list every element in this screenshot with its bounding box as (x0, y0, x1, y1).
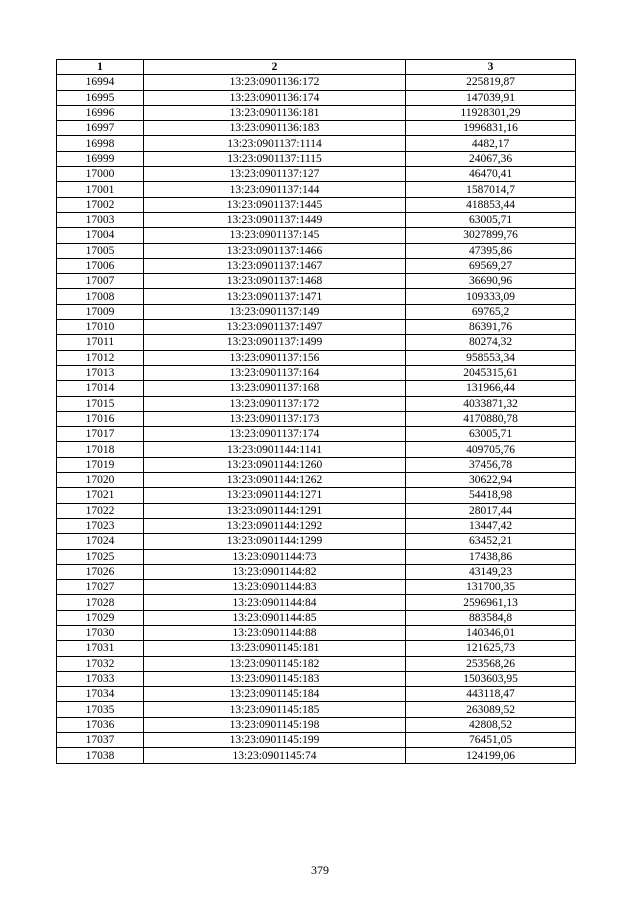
row-number-cell: 17012 (57, 350, 144, 365)
cadastral-number-cell: 13:23:0901137:1449 (144, 212, 406, 227)
cadastral-number-cell: 13:23:0901145:181 (144, 641, 406, 656)
cadastral-value-table (56, 59, 576, 764)
row-number-cell: 16994 (57, 75, 144, 90)
row-number-cell: 17014 (57, 381, 144, 396)
row-number-cell: 17026 (57, 564, 144, 579)
cadastral-value-cell: 4170880,78 (406, 411, 576, 426)
cadastral-number-cell: 13:23:0901137:1497 (144, 320, 406, 335)
row-number-cell: 17024 (57, 534, 144, 549)
row-number-cell: 17016 (57, 411, 144, 426)
table-row (57, 549, 576, 564)
cadastral-value-cell: 958553,34 (406, 350, 576, 365)
cadastral-value-cell: 1503603,95 (406, 671, 576, 686)
row-number-cell: 17005 (57, 243, 144, 258)
cadastral-number-cell: 13:23:0901144:88 (144, 625, 406, 640)
row-number-cell: 17027 (57, 580, 144, 595)
row-number-cell: 17011 (57, 335, 144, 350)
table-row (57, 320, 576, 335)
cadastral-value-cell: 2596961,13 (406, 595, 576, 610)
cadastral-number-cell: 13:23:0901137:1499 (144, 335, 406, 350)
cadastral-number-cell: 13:23:0901144:1291 (144, 503, 406, 518)
cadastral-value-cell: 36690,96 (406, 274, 576, 289)
table-row (57, 258, 576, 273)
table-row (57, 381, 576, 396)
table-row (57, 687, 576, 702)
cadastral-number-cell: 13:23:0901145:185 (144, 702, 406, 717)
cadastral-number-cell: 13:23:0901144:1262 (144, 473, 406, 488)
table-row (57, 488, 576, 503)
row-number-cell: 17010 (57, 320, 144, 335)
table-row (57, 733, 576, 748)
table-row (57, 105, 576, 120)
cadastral-number-cell: 13:23:0901144:1260 (144, 457, 406, 472)
table-row (57, 136, 576, 151)
table-row (57, 625, 576, 640)
cadastral-value-cell: 1996831,16 (406, 121, 576, 136)
cadastral-number-cell: 13:23:0901137:1471 (144, 289, 406, 304)
row-number-cell: 17022 (57, 503, 144, 518)
table-row (57, 564, 576, 579)
row-number-cell: 17019 (57, 457, 144, 472)
cadastral-number-cell: 13:23:0901145:182 (144, 656, 406, 671)
cadastral-value-cell: 63005,71 (406, 212, 576, 227)
row-number-cell: 17003 (57, 212, 144, 227)
cadastral-number-cell: 13:23:0901137:127 (144, 167, 406, 182)
cadastral-value-cell: 47395,86 (406, 243, 576, 258)
cadastral-value-cell: 69765,2 (406, 304, 576, 319)
cadastral-number-cell: 13:23:0901145:199 (144, 733, 406, 748)
cadastral-number-cell: 13:23:0901137:156 (144, 350, 406, 365)
cadastral-value-cell: 42808,52 (406, 717, 576, 732)
row-number-cell: 17007 (57, 274, 144, 289)
cadastral-value-cell: 4482,17 (406, 136, 576, 151)
table-row (57, 503, 576, 518)
cadastral-number-cell: 13:23:0901137:164 (144, 365, 406, 380)
row-number-cell: 17013 (57, 365, 144, 380)
cadastral-number-cell: 13:23:0901144:85 (144, 610, 406, 625)
cadastral-value-cell: 86391,76 (406, 320, 576, 335)
row-number-cell: 16997 (57, 121, 144, 136)
row-number-cell: 16998 (57, 136, 144, 151)
cadastral-number-cell: 13:23:0901136:183 (144, 121, 406, 136)
table-row (57, 411, 576, 426)
cadastral-value-cell: 63005,71 (406, 427, 576, 442)
table-row (57, 335, 576, 350)
row-number-cell: 17009 (57, 304, 144, 319)
row-number-cell: 17002 (57, 197, 144, 212)
row-number-cell: 17015 (57, 396, 144, 411)
cadastral-number-cell: 13:23:0901145:183 (144, 671, 406, 686)
row-number-cell: 17008 (57, 289, 144, 304)
cadastral-number-cell: 13:23:0901137:1467 (144, 258, 406, 273)
cadastral-value-cell: 883584,8 (406, 610, 576, 625)
row-number-cell: 17028 (57, 595, 144, 610)
cadastral-number-cell: 13:23:0901144:1141 (144, 442, 406, 457)
table-row (57, 518, 576, 533)
row-number-cell: 17029 (57, 610, 144, 625)
table-row (57, 442, 576, 457)
row-number-cell: 17001 (57, 182, 144, 197)
cadastral-number-cell: 13:23:0901136:174 (144, 90, 406, 105)
cadastral-value-cell: 37456,78 (406, 457, 576, 472)
table-row (57, 671, 576, 686)
cadastral-value-cell: 4033871,32 (406, 396, 576, 411)
cadastral-value-cell: 3027899,76 (406, 228, 576, 243)
cadastral-value-cell: 263089,52 (406, 702, 576, 717)
cadastral-value-cell: 54418,98 (406, 488, 576, 503)
table-row (57, 151, 576, 166)
cadastral-number-cell: 13:23:0901137:1114 (144, 136, 406, 151)
table-row (57, 228, 576, 243)
table-header-row (57, 60, 576, 75)
cadastral-number-cell: 13:23:0901144:1292 (144, 518, 406, 533)
cadastral-number-cell: 13:23:0901144:82 (144, 564, 406, 579)
cadastral-number-cell: 13:23:0901137:172 (144, 396, 406, 411)
cadastral-value-cell: 409705,76 (406, 442, 576, 457)
row-number-cell: 17038 (57, 748, 144, 763)
cadastral-number-cell: 13:23:0901137:174 (144, 427, 406, 442)
cadastral-number-cell: 13:23:0901137:1468 (144, 274, 406, 289)
row-number-cell: 17036 (57, 717, 144, 732)
table-row (57, 274, 576, 289)
cadastral-value-cell: 225819,87 (406, 75, 576, 90)
cadastral-value-cell: 253568,26 (406, 656, 576, 671)
cadastral-number-cell: 13:23:0901144:1299 (144, 534, 406, 549)
cadastral-number-cell: 13:23:0901137:144 (144, 182, 406, 197)
row-number-cell: 17020 (57, 473, 144, 488)
cadastral-number-cell: 13:23:0901137:1466 (144, 243, 406, 258)
page-number: 379 (311, 863, 329, 877)
table-row (57, 212, 576, 227)
table-row (57, 182, 576, 197)
table-row (57, 702, 576, 717)
row-number-cell: 17033 (57, 671, 144, 686)
cadastral-value-cell: 76451,05 (406, 733, 576, 748)
cadastral-number-cell: 13:23:0901144:84 (144, 595, 406, 610)
row-number-cell: 16999 (57, 151, 144, 166)
cadastral-value-cell: 2045315,61 (406, 365, 576, 380)
row-number-cell: 17032 (57, 656, 144, 671)
cadastral-value-cell: 131966,44 (406, 381, 576, 396)
row-number-cell: 16996 (57, 105, 144, 120)
table-row (57, 243, 576, 258)
table-row (57, 350, 576, 365)
cadastral-value-cell: 131700,35 (406, 580, 576, 595)
row-number-cell: 17025 (57, 549, 144, 564)
table-row (57, 656, 576, 671)
table-row (57, 396, 576, 411)
cadastral-number-cell: 13:23:0901145:74 (144, 748, 406, 763)
cadastral-number-cell: 13:23:0901137:1115 (144, 151, 406, 166)
row-number-cell: 17021 (57, 488, 144, 503)
table-row (57, 197, 576, 212)
cadastral-value-cell: 109333,09 (406, 289, 576, 304)
row-number-cell: 17034 (57, 687, 144, 702)
row-number-cell: 17035 (57, 702, 144, 717)
cadastral-value-cell: 43149,23 (406, 564, 576, 579)
table-row (57, 289, 576, 304)
cadastral-value-cell: 63452,21 (406, 534, 576, 549)
table-row (57, 90, 576, 105)
cadastral-value-cell: 418853,44 (406, 197, 576, 212)
table-row (57, 534, 576, 549)
cadastral-value-cell: 69569,27 (406, 258, 576, 273)
cadastral-number-cell: 13:23:0901137:173 (144, 411, 406, 426)
cadastral-value-cell: 124199,06 (406, 748, 576, 763)
cadastral-number-cell: 13:23:0901144:1271 (144, 488, 406, 503)
cadastral-number-cell: 13:23:0901145:184 (144, 687, 406, 702)
cadastral-number-cell: 13:23:0901136:172 (144, 75, 406, 90)
row-number-cell: 17018 (57, 442, 144, 457)
cadastral-number-cell: 13:23:0901145:198 (144, 717, 406, 732)
column-header-2: 2 (144, 60, 406, 75)
cadastral-number-cell: 13:23:0901137:149 (144, 304, 406, 319)
table-row (57, 457, 576, 472)
cadastral-value-cell: 140346,01 (406, 625, 576, 640)
table-row (57, 427, 576, 442)
column-header-1: 1 (57, 60, 144, 75)
cadastral-number-cell: 13:23:0901137:168 (144, 381, 406, 396)
column-header-3: 3 (406, 60, 576, 75)
cadastral-value-cell: 11928301,29 (406, 105, 576, 120)
row-number-cell: 17004 (57, 228, 144, 243)
table-row (57, 167, 576, 182)
cadastral-value-cell: 28017,44 (406, 503, 576, 518)
cadastral-value-cell: 30622,94 (406, 473, 576, 488)
cadastral-value-cell: 46470,41 (406, 167, 576, 182)
table-row (57, 121, 576, 136)
cadastral-number-cell: 13:23:0901144:73 (144, 549, 406, 564)
row-number-cell: 16995 (57, 90, 144, 105)
row-number-cell: 17037 (57, 733, 144, 748)
cadastral-value-cell: 147039,91 (406, 90, 576, 105)
row-number-cell: 17017 (57, 427, 144, 442)
table-row (57, 580, 576, 595)
row-number-cell: 17000 (57, 167, 144, 182)
table-body (57, 75, 576, 763)
cadastral-value-cell: 443118,47 (406, 687, 576, 702)
table-row (57, 75, 576, 90)
cadastral-value-cell: 24067,36 (406, 151, 576, 166)
cadastral-value-cell: 13447,42 (406, 518, 576, 533)
table-row (57, 365, 576, 380)
cadastral-value-cell: 1587014,7 (406, 182, 576, 197)
row-number-cell: 17030 (57, 625, 144, 640)
row-number-cell: 17023 (57, 518, 144, 533)
cadastral-number-cell: 13:23:0901144:83 (144, 580, 406, 595)
cadastral-number-cell: 13:23:0901137:145 (144, 228, 406, 243)
table-row (57, 641, 576, 656)
row-number-cell: 17006 (57, 258, 144, 273)
cadastral-value-cell: 121625,73 (406, 641, 576, 656)
cadastral-number-cell: 13:23:0901137:1445 (144, 197, 406, 212)
table-row (57, 748, 576, 763)
table-row (57, 610, 576, 625)
cadastral-value-cell: 17438,86 (406, 549, 576, 564)
table-row (57, 717, 576, 732)
table-row (57, 304, 576, 319)
table-row (57, 473, 576, 488)
cadastral-value-cell: 80274,32 (406, 335, 576, 350)
cadastral-number-cell: 13:23:0901136:181 (144, 105, 406, 120)
row-number-cell: 17031 (57, 641, 144, 656)
table-row (57, 595, 576, 610)
